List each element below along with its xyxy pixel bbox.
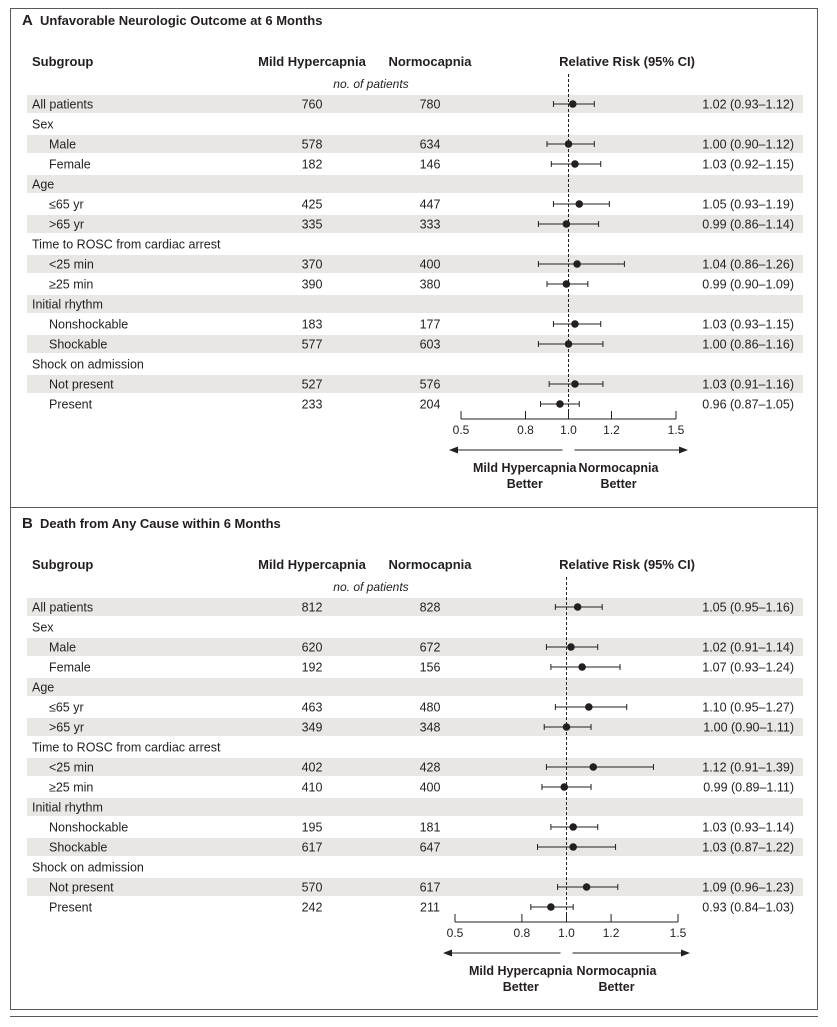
n-normocapnia: 204 [419, 397, 441, 412]
point-estimate [547, 903, 555, 911]
category-label: Shock on admission [32, 860, 144, 875]
x-tick-label: 0.8 [513, 926, 531, 940]
n-normocapnia: 400 [419, 780, 441, 795]
subgroup-label: Male [49, 640, 77, 655]
x-tick-label: 0.5 [446, 926, 464, 940]
x-tick-label: 1.0 [560, 423, 577, 437]
n-mild-hypercapnia: 390 [301, 277, 323, 292]
n-normocapnia: 177 [419, 317, 441, 332]
panel-a-forest-plot [0, 0, 837, 508]
category-label: Sex [32, 620, 54, 635]
rr-ci-text: 0.99 (0.86–1.14) [702, 217, 794, 232]
panel-letter: A [22, 12, 33, 29]
row-shade [27, 758, 803, 776]
subgroup-label: Nonshockable [49, 317, 129, 332]
direction-label-left: Mild Hypercapnia [469, 964, 573, 978]
header-relative-risk: Relative Risk (95% CI) [559, 54, 695, 69]
rr-ci-text: 0.96 (0.87–1.05) [702, 397, 794, 412]
subgroup-label: Not present [49, 880, 114, 895]
x-tick-label: 0.8 [517, 423, 534, 437]
point-estimate [569, 823, 577, 831]
point-estimate [556, 400, 564, 408]
row-shade [27, 255, 803, 273]
subgroup-label: Female [49, 660, 91, 675]
x-tick-label: 1.2 [603, 423, 620, 437]
n-normocapnia: 447 [419, 197, 441, 212]
rr-ci-text: 1.10 (0.95–1.27) [702, 700, 794, 715]
n-normocapnia: 672 [419, 640, 441, 655]
header-mild-hypercapnia: Mild Hypercapnia [258, 54, 366, 69]
point-estimate [563, 280, 571, 288]
rr-ci-text: 1.12 (0.91–1.39) [702, 760, 794, 775]
rr-ci-text: 1.03 (0.93–1.15) [702, 317, 794, 332]
panel-title: Unfavorable Neurologic Outcome at 6 Months [40, 13, 323, 28]
point-estimate [569, 100, 577, 108]
row-shade [27, 878, 803, 896]
point-estimate [571, 380, 579, 388]
header-normocapnia: Normocapnia [388, 557, 472, 572]
header-subgroup: Subgroup [32, 54, 94, 69]
rr-ci-text: 1.03 (0.87–1.22) [702, 840, 794, 855]
point-estimate [583, 883, 591, 891]
rr-ci-text: 1.02 (0.91–1.14) [702, 640, 794, 655]
n-mild-hypercapnia: 233 [301, 397, 323, 412]
panel-b-forest-plot [0, 508, 837, 1016]
n-mild-hypercapnia: 402 [301, 760, 323, 775]
subgroup-label: Not present [49, 377, 114, 392]
n-mild-hypercapnia: 410 [301, 780, 323, 795]
rr-ci-text: 0.99 (0.90–1.09) [702, 277, 794, 292]
n-normocapnia: 333 [419, 217, 441, 232]
point-estimate [571, 160, 579, 168]
n-normocapnia: 380 [419, 277, 441, 292]
n-mild-hypercapnia: 192 [301, 660, 323, 675]
point-estimate [575, 200, 583, 208]
n-normocapnia: 828 [419, 600, 441, 615]
arrow-left-head [443, 950, 452, 957]
rr-ci-text: 1.07 (0.93–1.24) [702, 660, 794, 675]
row-shade [27, 295, 803, 313]
point-estimate [578, 663, 586, 671]
direction-label-left: Better [506, 477, 543, 491]
point-estimate [563, 220, 571, 228]
category-label: Age [32, 680, 55, 695]
n-normocapnia: 146 [419, 157, 441, 172]
subgroup-label: ≥25 min [49, 780, 94, 795]
n-normocapnia: 211 [420, 900, 440, 915]
point-estimate [589, 763, 597, 771]
row-shade [27, 375, 803, 393]
subgroup-label: Male [49, 137, 77, 152]
rr-ci-text: 1.02 (0.93–1.12) [702, 97, 794, 112]
subgroup-label: ≤65 yr [49, 700, 84, 715]
bottom-rule [10, 1016, 818, 1017]
rr-ci-text: 1.00 (0.90–1.12) [702, 137, 794, 152]
header-mild-hypercapnia: Mild Hypercapnia [258, 557, 366, 572]
header-normocapnia: Normocapnia [388, 54, 472, 69]
n-normocapnia: 603 [419, 337, 441, 352]
subgroup-label: Shockable [49, 337, 108, 352]
n-mild-hypercapnia: 335 [301, 217, 323, 232]
n-mild-hypercapnia: 425 [301, 197, 323, 212]
subgroup-label: ≤65 yr [49, 197, 84, 212]
subgroup-label: Female [49, 157, 91, 172]
rr-ci-text: 1.04 (0.86–1.26) [702, 257, 794, 272]
category-label: All patients [32, 97, 94, 112]
point-estimate [560, 783, 568, 791]
n-mild-hypercapnia: 578 [301, 137, 323, 152]
header-relative-risk: Relative Risk (95% CI) [559, 557, 695, 572]
row-shade [27, 335, 803, 353]
row-shade [27, 135, 803, 153]
subgroup-label: >65 yr [49, 217, 85, 232]
rr-ci-text: 1.05 (0.93–1.19) [702, 197, 794, 212]
point-estimate [573, 260, 581, 268]
n-normocapnia: 617 [419, 880, 441, 895]
category-label: Time to ROSC from cardiac arrest [32, 237, 221, 252]
x-tick-label: 1.2 [602, 926, 620, 940]
n-normocapnia: 400 [419, 257, 441, 272]
subgroup-label: Present [49, 900, 93, 915]
subgroup-label: <25 min [49, 760, 94, 775]
direction-label-right: Better [600, 477, 637, 491]
row-shade [27, 215, 803, 233]
rr-ci-text: 1.00 (0.90–1.11) [703, 720, 794, 735]
direction-label-left: Better [502, 980, 539, 994]
n-mild-hypercapnia: 577 [301, 337, 323, 352]
category-label: Shock on admission [32, 357, 144, 372]
category-label: All patients [32, 600, 94, 615]
point-estimate [567, 643, 575, 651]
x-tick-label: 1.5 [667, 423, 685, 437]
subgroup-label: <25 min [49, 257, 94, 272]
row-shade [27, 95, 803, 113]
n-mild-hypercapnia: 812 [301, 600, 323, 615]
x-tick-label: 1.5 [669, 926, 687, 940]
rr-ci-text: 1.03 (0.92–1.15) [702, 157, 794, 172]
x-tick-label: 0.5 [452, 423, 470, 437]
n-mild-hypercapnia: 620 [301, 640, 323, 655]
category-label: Time to ROSC from cardiac arrest [32, 740, 221, 755]
rr-ci-text: 1.03 (0.93–1.14) [702, 820, 794, 835]
n-mild-hypercapnia: 760 [301, 97, 323, 112]
row-shade [27, 598, 803, 616]
n-mild-hypercapnia: 617 [301, 840, 323, 855]
point-estimate [569, 843, 577, 851]
n-normocapnia: 156 [419, 660, 441, 675]
point-estimate [585, 703, 593, 711]
n-normocapnia: 647 [419, 840, 441, 855]
n-mild-hypercapnia: 242 [301, 900, 323, 915]
rr-ci-text: 1.00 (0.86–1.16) [702, 337, 794, 352]
point-estimate [565, 140, 573, 148]
direction-label-right: Better [598, 980, 635, 994]
subgroup-label: Present [49, 397, 93, 412]
n-normocapnia: 480 [419, 700, 441, 715]
panel-title: Death from Any Cause within 6 Months [40, 516, 281, 531]
arrow-right-head [679, 447, 688, 454]
row-shade [27, 175, 803, 193]
n-mild-hypercapnia: 527 [301, 377, 323, 392]
arrow-left-head [449, 447, 458, 454]
direction-label-right: Normocapnia [578, 461, 659, 475]
subgroup-label: ≥25 min [49, 277, 94, 292]
x-tick-label: 1.0 [558, 926, 575, 940]
n-normocapnia: 576 [419, 377, 441, 392]
n-normocapnia: 348 [419, 720, 441, 735]
n-mild-hypercapnia: 570 [301, 880, 323, 895]
header-no-of-patients: no. of patients [333, 580, 409, 594]
category-label: Initial rhythm [32, 800, 103, 815]
direction-label-right: Normocapnia [576, 964, 657, 978]
direction-label-left: Mild Hypercapnia [473, 461, 577, 475]
row-shade [27, 718, 803, 736]
rr-ci-text: 1.03 (0.91–1.16) [702, 377, 794, 392]
category-label: Initial rhythm [32, 297, 103, 312]
rr-ci-text: 1.09 (0.96–1.23) [702, 880, 794, 895]
n-normocapnia: 181 [419, 820, 441, 835]
subgroup-label: Nonshockable [49, 820, 129, 835]
n-mild-hypercapnia: 182 [301, 157, 323, 172]
row-shade [27, 838, 803, 856]
n-mild-hypercapnia: 195 [301, 820, 323, 835]
n-mild-hypercapnia: 183 [301, 317, 323, 332]
row-shade [27, 798, 803, 816]
n-normocapnia: 428 [419, 760, 441, 775]
header-no-of-patients: no. of patients [333, 77, 409, 91]
n-mild-hypercapnia: 463 [301, 700, 323, 715]
row-shade [27, 678, 803, 696]
rr-ci-text: 0.99 (0.89–1.11) [703, 780, 794, 795]
panel-letter: B [22, 515, 33, 532]
rr-ci-text: 0.93 (0.84–1.03) [702, 900, 794, 915]
n-normocapnia: 634 [419, 137, 441, 152]
point-estimate [565, 340, 573, 348]
category-label: Sex [32, 117, 54, 132]
category-label: Age [32, 177, 55, 192]
n-mild-hypercapnia: 349 [301, 720, 323, 735]
n-normocapnia: 780 [419, 97, 441, 112]
header-subgroup: Subgroup [32, 557, 94, 572]
subgroup-label: Shockable [49, 840, 108, 855]
n-mild-hypercapnia: 370 [301, 257, 323, 272]
arrow-right-head [681, 950, 690, 957]
rr-ci-text: 1.05 (0.95–1.16) [702, 600, 794, 615]
point-estimate [563, 723, 571, 731]
point-estimate [574, 603, 582, 611]
subgroup-label: >65 yr [49, 720, 85, 735]
point-estimate [571, 320, 579, 328]
row-shade [27, 638, 803, 656]
